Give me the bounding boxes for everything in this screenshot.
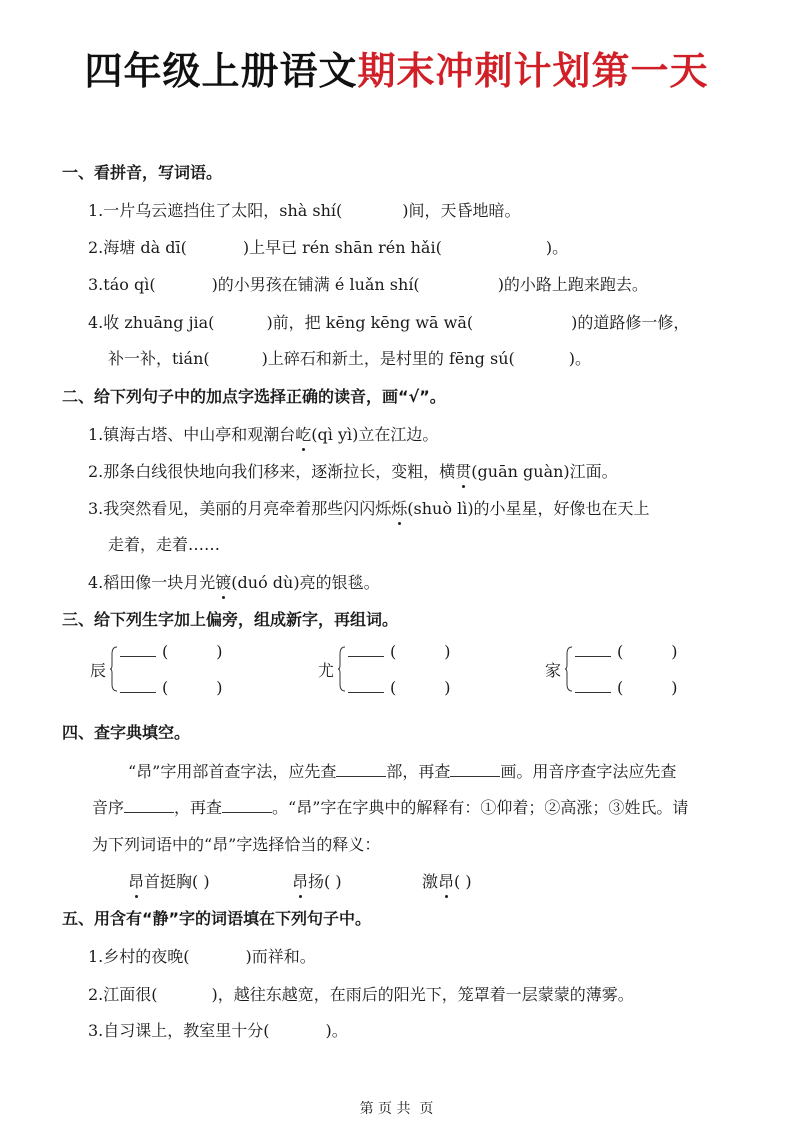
s4-word-2: 昂扬( ) [292,869,342,892]
title-red-part: 期末冲刺计划第一天 [357,49,709,93]
s2-question-4: 4.稻田像一块月光镀(duó dù)亮的银毯。 [88,570,380,593]
s4-word-3: 激昂( ) [422,869,472,892]
dotted-char: 屹 [295,422,311,445]
section-5-heading: 五、用含有“静”字的词语填在下列句子中。 [62,909,372,928]
s1-question-2: 2.海塘 dà dī( )上早已 rén shān rén hǎi( )。 [88,238,569,257]
brace-icon [338,646,346,692]
s1-question-1: 1.一片乌云遮挡住了太阳，shà shí( )间，天昏地暗。 [88,201,521,220]
s2-question-1: 1.镇海古塔、中山亭和观潮台屹(qì yì)立在江边。 [88,422,438,445]
page-footer: 第 页 共 页 [359,1101,434,1117]
dotted-char: 镀 [215,570,231,593]
page-title [0,40,793,95]
brace-icon [110,646,118,692]
radical-group-2: 尤 ( ) ( ) [318,642,451,697]
s1-question-4: 4.收 zhuāng jia( )前，把 kēng kēng wā wā( )的道路修一修， [88,313,690,332]
radical-group-1: 辰 ( ) ( ) [90,642,223,697]
s2-question-2: 2.那条白线很快地向我们移来，逐渐拉长，变粗，横贯(guān guàn)江面。 [88,459,618,482]
dotted-char: 昂 [438,869,454,892]
dotted-char: 烁 [391,496,407,519]
section-2-heading: 二、给下列句子中的加点字选择正确的读音，画“√”。 [62,387,446,406]
s1-question-4-continued: 补一补，tián( )上碎石和新土，是村里的 fēng sú( )。 [108,349,592,368]
s4-paragraph-line-1: “昂”字用部首查字法，应先查 部，再查 画。用音序查字法应先查 [128,762,677,781]
base-char: 家 [545,661,562,680]
s2-question-3-continued: 走着，走着…… [108,535,221,554]
radical-group-3: 家 ( ) ( ) [545,642,678,697]
s4-word-1: 昂首挺胸( ) [128,869,210,892]
brace-icon [565,646,573,692]
s5-question-2: 2.江面很( )，越往东越宽，在雨后的阳光下，笼罩着一层蒙蒙的薄雾。 [88,985,634,1004]
section-1-heading: 一、看拼音，写词语。 [62,163,223,182]
title-black-part: 四年级上册语文 [84,49,358,93]
base-char: 尤 [318,661,335,680]
s4-paragraph-line-2: 音序 ，再查 。“昂”字在字典中的解释有：①仰着；②高涨；③姓氏。请 [92,798,689,817]
dotted-char: 贯 [455,459,471,482]
s1-question-3: 3.táo qì( )的小男孩在铺满 é luǎn shí( )的小路上跑来跑去。 [88,275,648,294]
s4-paragraph-line-3: 为下列词语中的“昂”字选择恰当的释义： [92,835,381,854]
dotted-char: 昂 [292,869,308,892]
s5-question-1: 1.乡村的夜晚( )而祥和。 [88,947,316,966]
base-char: 辰 [90,661,107,680]
s2-question-3: 3.我突然看见，美丽的月亮牵着那些闪闪烁烁(shuò lì)的小星星，好像也在天上 [88,496,650,519]
dotted-char: 昂 [128,869,144,892]
section-3-heading: 三、给下列生字加上偏旁，组成新字，再组词。 [62,610,399,629]
section-4-heading: 四、查字典填空。 [62,723,191,742]
s5-question-3: 3.自习课上，教室里十分( )。 [88,1021,348,1040]
